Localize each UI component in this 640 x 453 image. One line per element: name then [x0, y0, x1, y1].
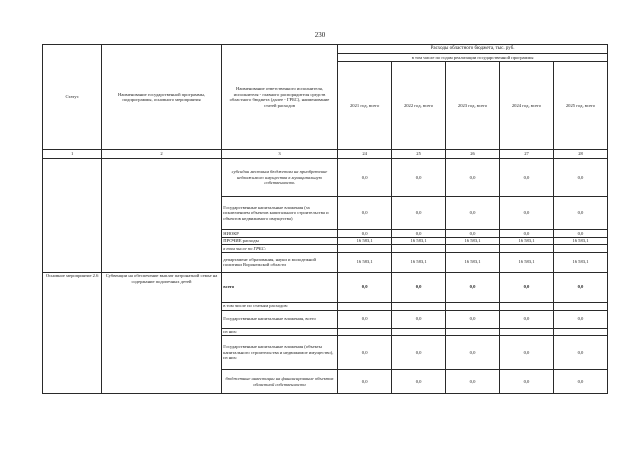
- row-value: 16 583,1: [392, 252, 446, 272]
- row-value: 0,0: [500, 197, 554, 230]
- row-value: 0,0: [553, 370, 607, 394]
- header-row-1: [43, 45, 608, 54]
- row-value: [553, 328, 607, 336]
- row-value: 0,0: [500, 370, 554, 394]
- table-row: [43, 272, 608, 302]
- col-number: 28: [553, 150, 607, 159]
- row-value: [392, 302, 446, 310]
- row-value: 0,0: [392, 197, 446, 230]
- row-value: 16 583,1: [392, 237, 446, 245]
- header-year-2024: 2024 год, всего: [500, 62, 554, 150]
- row-value: [553, 245, 607, 253]
- row-value: 0,0: [553, 159, 607, 197]
- budget-table: [42, 44, 608, 394]
- row-label: ПРОЧИЕ расходы: [221, 237, 337, 245]
- row-value: 0,0: [446, 272, 500, 302]
- row-value: 0,0: [392, 370, 446, 394]
- row-value: 0,0: [392, 230, 446, 238]
- row-label: в том числе по статьям расходов:: [221, 302, 337, 310]
- row-value: [500, 328, 554, 336]
- row-value: [392, 328, 446, 336]
- row-value: 16 583,1: [338, 237, 392, 245]
- row-value: 0,0: [500, 336, 554, 370]
- page-number: 230: [314, 31, 326, 39]
- row-value: 0,0: [446, 336, 500, 370]
- measure-name: Субвенции на обеспечение выплат патронатной семье на содержание подопечных детей: [102, 272, 222, 394]
- row-value: 0,0: [553, 272, 607, 302]
- row-label: Государственные капитальные вложения (объекты капитального строительства и недвижимое имущество), из них:: [221, 336, 337, 370]
- row-value: 0,0: [338, 336, 392, 370]
- header-program-name: Наименование государственной программы, подпрограммы, основного мероприятия: [102, 45, 222, 150]
- header-expenses-span: Расходы областного бюджета, тыс. руб.: [338, 45, 608, 54]
- header-year-2021: 2021 год, всего: [338, 62, 392, 150]
- col-number: 1: [43, 150, 102, 159]
- header-years-span: в том числе по годам реализации государственной программы: [338, 54, 608, 62]
- row-label: бюджетные инвестиции на финансирование объектов областной собственности: [221, 370, 337, 394]
- row-value: 0,0: [392, 272, 446, 302]
- row-value: [338, 302, 392, 310]
- row-value: 0,0: [392, 159, 446, 197]
- row-label: Государственные капитальные вложения (за исключением объектов капитального строительства и объектов недвижимого имущества): [221, 197, 337, 230]
- header-year-2025: 2025 год, всего: [553, 62, 607, 150]
- col-number: 24: [338, 150, 392, 159]
- col-number: 27: [500, 150, 554, 159]
- row-value: [446, 302, 500, 310]
- row-value: 0,0: [338, 230, 392, 238]
- row-value: 0,0: [446, 197, 500, 230]
- row-label: НИОКР: [221, 230, 337, 238]
- row-value: 0,0: [500, 272, 554, 302]
- row-value: [338, 245, 392, 253]
- row-value: 0,0: [446, 310, 500, 328]
- row-value: 0,0: [446, 370, 500, 394]
- row-value: 0,0: [500, 310, 554, 328]
- row-value: 0,0: [446, 159, 500, 197]
- row-value: 16 583,1: [500, 237, 554, 245]
- row-value: 16 583,1: [446, 237, 500, 245]
- row-value: 0,0: [338, 272, 392, 302]
- row-value: 16 583,1: [500, 252, 554, 272]
- col-number: 25: [392, 150, 446, 159]
- row-value: [500, 302, 554, 310]
- row-value: 16 583,1: [446, 252, 500, 272]
- program-cell-empty: [102, 159, 222, 273]
- header-executor: Наименование ответственного исполнителя, исполнителя - главного распорядителя средств областного бюджета (далее - ГРБС), наименование статей расходов: [221, 45, 337, 150]
- table-row: [43, 159, 608, 197]
- col-number: 3: [221, 150, 337, 159]
- row-value: 0,0: [553, 336, 607, 370]
- row-value: 16 583,1: [338, 252, 392, 272]
- row-label: всего: [221, 272, 337, 302]
- row-label: субсидии местным бюджетам на приобретение недвижимого имущества в муниципальную собственность: [221, 159, 337, 197]
- col-number: 2: [102, 150, 222, 159]
- row-label: в том числе по ГРБС:: [221, 245, 337, 253]
- row-value: 0,0: [446, 230, 500, 238]
- measure-status: Основное мероприятие 2.6: [43, 272, 102, 394]
- row-value: 0,0: [338, 310, 392, 328]
- row-value: 0,0: [392, 310, 446, 328]
- row-value: [446, 328, 500, 336]
- row-value: 0,0: [553, 310, 607, 328]
- header-year-2022: 2022 год, всего: [392, 62, 446, 150]
- row-value: 0,0: [338, 159, 392, 197]
- row-value: [500, 245, 554, 253]
- row-label: Государственные капитальные вложения, всего: [221, 310, 337, 328]
- row-value: 0,0: [338, 370, 392, 394]
- row-value: 16 583,1: [553, 237, 607, 245]
- row-value: 0,0: [553, 197, 607, 230]
- row-value: [392, 245, 446, 253]
- row-label: департамент образования, науки и молодежной политики Воронежской области: [221, 252, 337, 272]
- status-cell-empty: [43, 159, 102, 273]
- row-value: [338, 328, 392, 336]
- row-value: 16 583,1: [553, 252, 607, 272]
- header-year-2023: 2023 год, всего: [446, 62, 500, 150]
- row-value: 0,0: [553, 230, 607, 238]
- row-label: из них:: [221, 328, 337, 336]
- row-value: [553, 302, 607, 310]
- row-value: 0,0: [338, 197, 392, 230]
- col-number: 26: [446, 150, 500, 159]
- header-status: Статус: [43, 45, 102, 150]
- row-value: [446, 245, 500, 253]
- column-number-row: [43, 150, 608, 159]
- row-value: 0,0: [500, 230, 554, 238]
- row-value: 0,0: [392, 336, 446, 370]
- row-value: 0,0: [500, 159, 554, 197]
